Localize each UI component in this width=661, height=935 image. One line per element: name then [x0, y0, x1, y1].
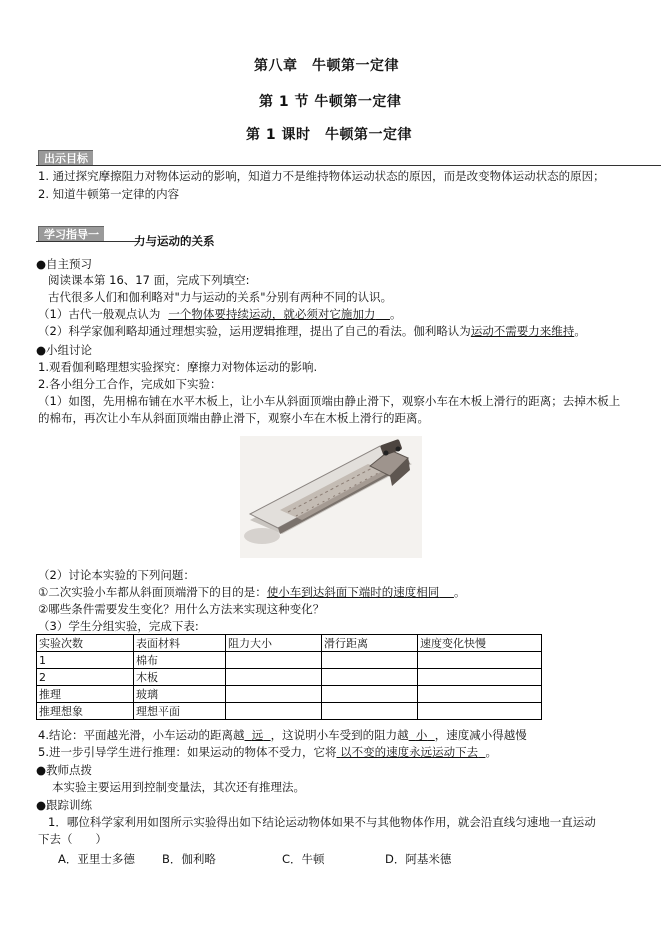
discuss-bullet: ●小组讨论	[36, 343, 93, 357]
table-cell	[322, 703, 418, 720]
table-cell	[418, 669, 542, 686]
table-row	[37, 652, 542, 669]
table-row	[37, 703, 542, 720]
table-header-row	[37, 635, 542, 652]
discuss-q1-answer: 使小车到达斜面下端时的速度相同	[266, 585, 440, 599]
discuss-line-6: （3）学生分组实验，完成下表:	[38, 619, 199, 633]
table-cell: 木板	[134, 669, 226, 686]
preview-q2: （2）科学家伽利略却通过理想实验，运用逻辑推理，提出了自己的看法。伽利略认为运动不需要力来维持。	[38, 324, 586, 338]
table-row	[37, 686, 542, 703]
option-d[interactable]: D．阿基米德	[385, 852, 452, 866]
lesson-title: 第 1 课时 牛顿第一定律	[246, 127, 412, 143]
conclusion-line-5: 5.进一步引导学生进行推理：如果运动的物体不受力，它将 以不变的速度永远运动下去 。	[38, 745, 497, 759]
discuss-line-4: 的棉布，再次让小车从斜面顶端由静止滑下，观察小车在木板上滑行的距离。	[38, 411, 429, 425]
table-cell	[226, 703, 322, 720]
preview-q1: （1）古代一般观点认为 一个物体要持续运动，就必须对它施加力 。	[38, 307, 402, 321]
practice-q1-line-2: 下去（ ）	[38, 832, 107, 846]
table-cell	[418, 703, 542, 720]
discuss-q2: ②哪些条件需要发生变化？用什么方法来实现这种变化？	[38, 602, 325, 616]
option-b[interactable]: B．伽利略	[162, 852, 216, 866]
preview-line-2: 古代很多人们和伽利略对"力与运动的关系"分别有两种不同的认识。	[48, 290, 393, 304]
table-cell: 棉布	[134, 652, 226, 669]
guide-heading: 力与运动的关系	[134, 234, 215, 248]
table-header-cell: 实验次数	[37, 635, 134, 652]
objectives-divider	[36, 165, 661, 166]
discuss-q1: ①二次实验小车都从斜面顶端滑下的目的是：使小车到达斜面下端时的速度相同 。	[38, 585, 466, 599]
guide-tab: 学习指导一	[38, 226, 104, 242]
option-a[interactable]: A．亚里士多德	[58, 852, 135, 866]
preview-q2-answer: 运动不需要力来维持	[470, 324, 575, 338]
table-cell: 玻璃	[134, 686, 226, 703]
discuss-line-1: 1.观看伽利略理想实验探究：摩擦力对物体运动的影响.	[38, 360, 318, 374]
teacher-bullet: ●教师点拨	[36, 763, 93, 777]
table-cell: 1	[37, 652, 134, 669]
teacher-line: 本实验主要运用到控制变量法，其次还有推理法。	[52, 780, 305, 794]
table-cell: 2	[37, 669, 134, 686]
incline-experiment-image	[240, 436, 422, 558]
table-header-cell: 表面材料	[134, 635, 226, 652]
table-cell	[226, 652, 322, 669]
discuss-line-2: 2.各小组分工合作，完成如下实验：	[38, 377, 222, 391]
guide-divider	[36, 241, 140, 242]
table-cell: 推理想象	[37, 703, 134, 720]
practice-bullet: ●跟踪训练	[36, 798, 93, 812]
discuss-line-3: （1）如图，先用棉布铺在水平木板上，让小车从斜面顶端由静止滑下，观察小车在木板上滑行的距离；去掉木板上	[38, 394, 621, 408]
preview-q1-answer: 一个物体要持续运动，就必须对它施加力	[168, 307, 376, 321]
table-header-cell: 滑行距离	[322, 635, 418, 652]
discuss-line-5: （2）讨论本实验的下列问题：	[38, 568, 195, 582]
table-header-cell: 速度变化快慢	[418, 635, 542, 652]
table-cell	[322, 652, 418, 669]
table-cell: 推理	[37, 686, 134, 703]
table-cell	[418, 652, 542, 669]
table-cell	[226, 669, 322, 686]
conclusion-answer-2: 小	[415, 728, 428, 742]
objectives-tab: 出示目标	[38, 150, 93, 166]
experiment-table	[36, 634, 542, 720]
table-cell	[322, 686, 418, 703]
table-cell	[226, 686, 322, 703]
table-header-cell: 阻力大小	[226, 635, 322, 652]
section-title: 第 1 节 牛顿第一定律	[259, 94, 402, 110]
table-cell: 理想平面	[134, 703, 226, 720]
preview-bullet: ●自主预习	[36, 257, 93, 271]
conclusion-answer-3: 以不变的速度永远运动下去	[340, 745, 479, 759]
option-c[interactable]: C．牛顿	[282, 852, 325, 866]
practice-q1-line-1: 1．哪位科学家利用如图所示实验得出如下结论运动物体如果不与其他物体作用，就会沿直线匀速地一直运动	[48, 815, 596, 829]
objective-2: 2. 知道牛顿第一定律的内容	[38, 187, 180, 201]
conclusion-line-4: 4.结论：平面越光滑，小车运动的距离越 远 ，这说明小车受到的阻力越 小 ，速度减小得越慢	[38, 728, 527, 742]
preview-line-1: 阅读课本第 16、17 面，完成下列填空:	[48, 273, 250, 287]
chapter-title: 第八章 牛顿第一定律	[254, 58, 399, 74]
conclusion-answer-1: 远	[251, 728, 264, 742]
table-cell	[322, 669, 418, 686]
table-row	[37, 669, 542, 686]
objective-1: 1. 通过探究摩擦阻力对物体运动的影响，知道力不是维持物体运动状态的原因，而是改变物体运动状态的原因；	[38, 169, 605, 183]
table-cell	[418, 686, 542, 703]
